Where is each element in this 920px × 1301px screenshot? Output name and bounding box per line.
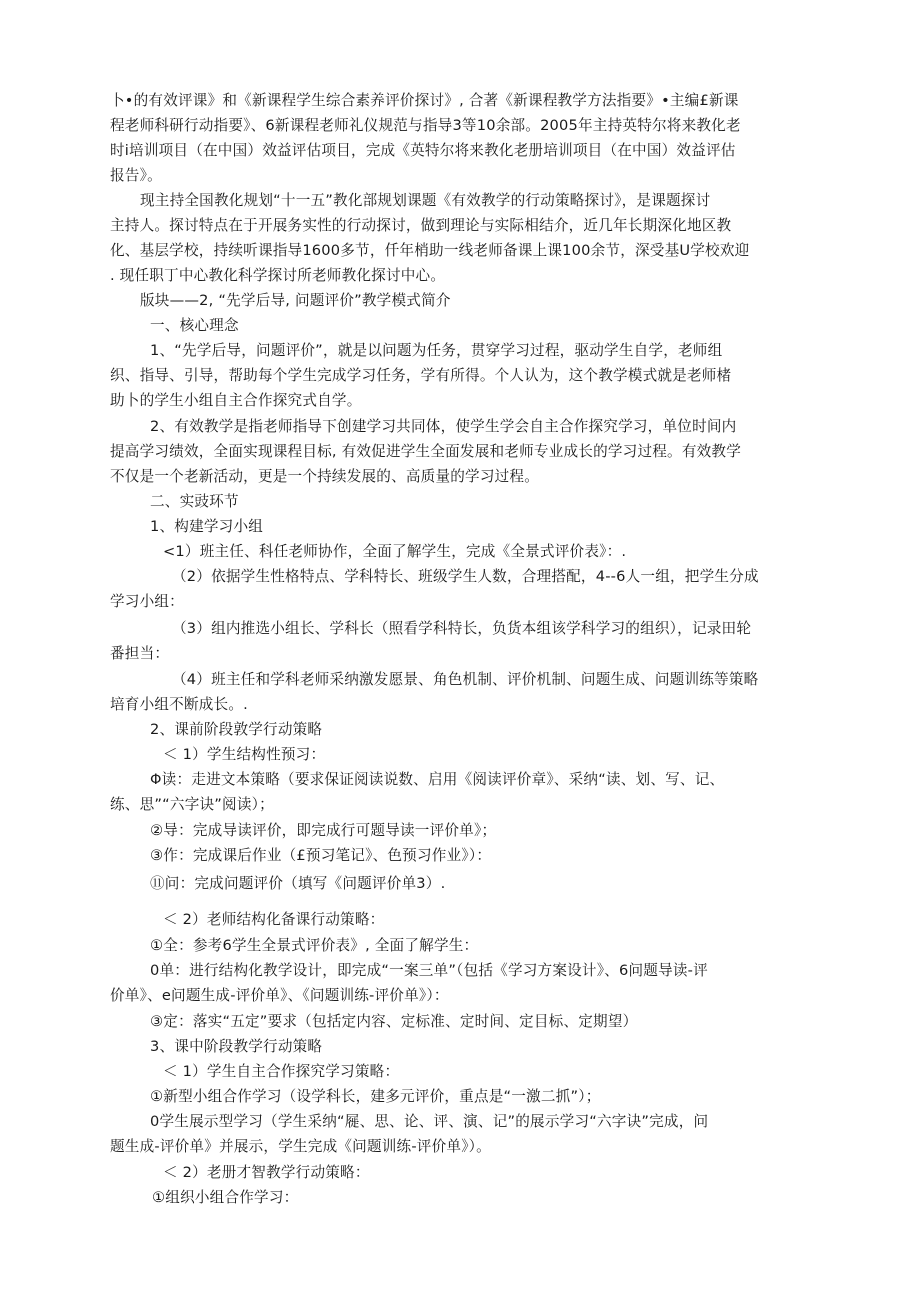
list-item: ＜ 2）老册才智教学行动策略： bbox=[163, 1164, 370, 1181]
text-line: 时i培训项目（在中国）效益评估项目，完成《英特尔将来教化老册培训项目（在中国）效益评估 bbox=[110, 142, 736, 159]
text-line: 练、思”“六字诀”阅读）； bbox=[110, 796, 274, 813]
text-line: 程老师科研行动指要》、6新课程老师礼仪规范与指导3等10余部。2005年主持英特尔将来教化老 bbox=[110, 117, 741, 134]
list-item: ①全：参考6学生全景式评价表》, 全面了解学生： bbox=[150, 937, 479, 954]
list-item: （3）组内推选小组长、学科长（照看学科特长，负货本组该学科学习的组织），记录田轮 bbox=[172, 620, 752, 637]
list-item: 0学生展示型学习（学生采纳“屣、思、论、评、演、记”的展示学习“六字诀”完成，问 bbox=[150, 1113, 709, 1130]
text-line: 不仅是一个老新活动，更是一个持续发展的、高质量的学习过程。 bbox=[110, 468, 540, 485]
text-line: 番担当： bbox=[110, 645, 170, 662]
list-item: ＜ 2）老师结构化备课行动策略： bbox=[163, 911, 385, 928]
list-item: ⑪问：完成问题评价（填写《问题评价单3）. bbox=[150, 875, 446, 892]
list-item: <1）班主任、科任老师协作，全面了解学生，完成《全景式评价表》：. bbox=[163, 543, 627, 560]
list-item: ②导：完成导读评价，即完成行可题导读一评价单》； bbox=[150, 822, 497, 839]
text-line: 助卜的学生小组自主合作探究式自学。 bbox=[110, 392, 362, 409]
text-line: 化、基层学校，持续听课指导1600多节，仟年梢助一线老师备课上课100余节，深受基U学校欢迎 bbox=[110, 242, 750, 259]
text-line: 主持人。探讨特点在于开展务实性的行动探讨，做到理论与实际相结介，近几年长期深化地区教 bbox=[110, 217, 732, 234]
subsection-heading: 二、实豉环节 bbox=[150, 493, 239, 510]
list-item: ＜ 1）学生自主合作探究学习策略： bbox=[163, 1063, 400, 1080]
list-item: （4）班主任和学科老师采纳激发愿景、角色机制、评价机制、问题生成、问题训练等策略 bbox=[172, 671, 759, 688]
item-heading: 1、构建学习小组 bbox=[150, 518, 264, 535]
list-item: ＜ 1）学生结构性预习： bbox=[163, 746, 326, 763]
text-line: 卜•的有效评课》和《新课程学生综合素养评价探讨》, 合著《新课程教学方法指要》•主编£新课 bbox=[110, 92, 739, 109]
list-item: ①组织小组合作学习： bbox=[152, 1189, 299, 1206]
list-item: Φ读：走进文本策略（要求保证阅读说数、启用《阅读评价章》、采纳“读、划、写、记、 bbox=[150, 771, 725, 788]
text-line: . 现任职丁中心教化科学探讨所老师教化探讨中心。 bbox=[110, 267, 446, 284]
text-line: 题生成-评价单》并展示，学生完成《问题训练-评价单》）。 bbox=[110, 1138, 491, 1155]
item-heading: 2、课前阶段敦学行动策略 bbox=[150, 721, 323, 738]
paragraph-start: 现主持全国教化规划“十一五”教化部规划课题《有效教学的行动策略探讨》，是课题探讨 bbox=[140, 192, 711, 209]
paragraph-start: 2、有效教学是指老师指导下创建学习共同体，使学生学会自主合作探究学习，单位时间内 bbox=[150, 418, 737, 435]
item-heading: 3、课中阶段教学行动策略 bbox=[150, 1038, 323, 1055]
list-item: （2）依据学生性格特点、学科特长、班级学生人数，合理搭配，4--6人一组，把学生分成 bbox=[172, 568, 759, 585]
text-line: 报告》。 bbox=[110, 167, 162, 184]
text-line: 价单》、e问题生成-评价单》、《问题训练-评价单》）： bbox=[110, 987, 449, 1004]
text-line: 提高学习绩效，全面实现课程目标, 有效促进学生全面发展和老师专业成长的学习过程。有效教学 bbox=[110, 443, 742, 460]
text-line: 学习小组： bbox=[110, 593, 184, 610]
subsection-heading: 一、核心理念 bbox=[150, 317, 239, 334]
list-item: ①新型小组合作学习（设学科长，建多元评价，重点是“一激二抓”）； bbox=[150, 1088, 601, 1105]
list-item: ③定：落实“五定”要求（包括定内容、定标准、定时间、定目标、定期望） bbox=[150, 1013, 638, 1030]
section-heading: 版块——2, “先学后导, 问题评价”教学模式简介 bbox=[140, 292, 451, 309]
paragraph-start: 1、“先学后导，问题评价”，就是以问题为任务，贯穿学习过程，驱动学生自学，老师组 bbox=[150, 342, 723, 359]
list-item: 0单：进行结构化教学设计，即完成“一案三单”（包括《学习方案设计》、6问题导读-评 bbox=[150, 962, 708, 979]
text-line: 织、指导、引导，帮助每个学生完成学习任务，学有所得。个人认为，这个教学模式就是老师楮 bbox=[110, 367, 732, 384]
list-item: ③作：完成课后作业（£预习笔记》、色预习作业》）： bbox=[150, 847, 492, 864]
text-line: 培育小组不断成长。. bbox=[110, 696, 248, 713]
